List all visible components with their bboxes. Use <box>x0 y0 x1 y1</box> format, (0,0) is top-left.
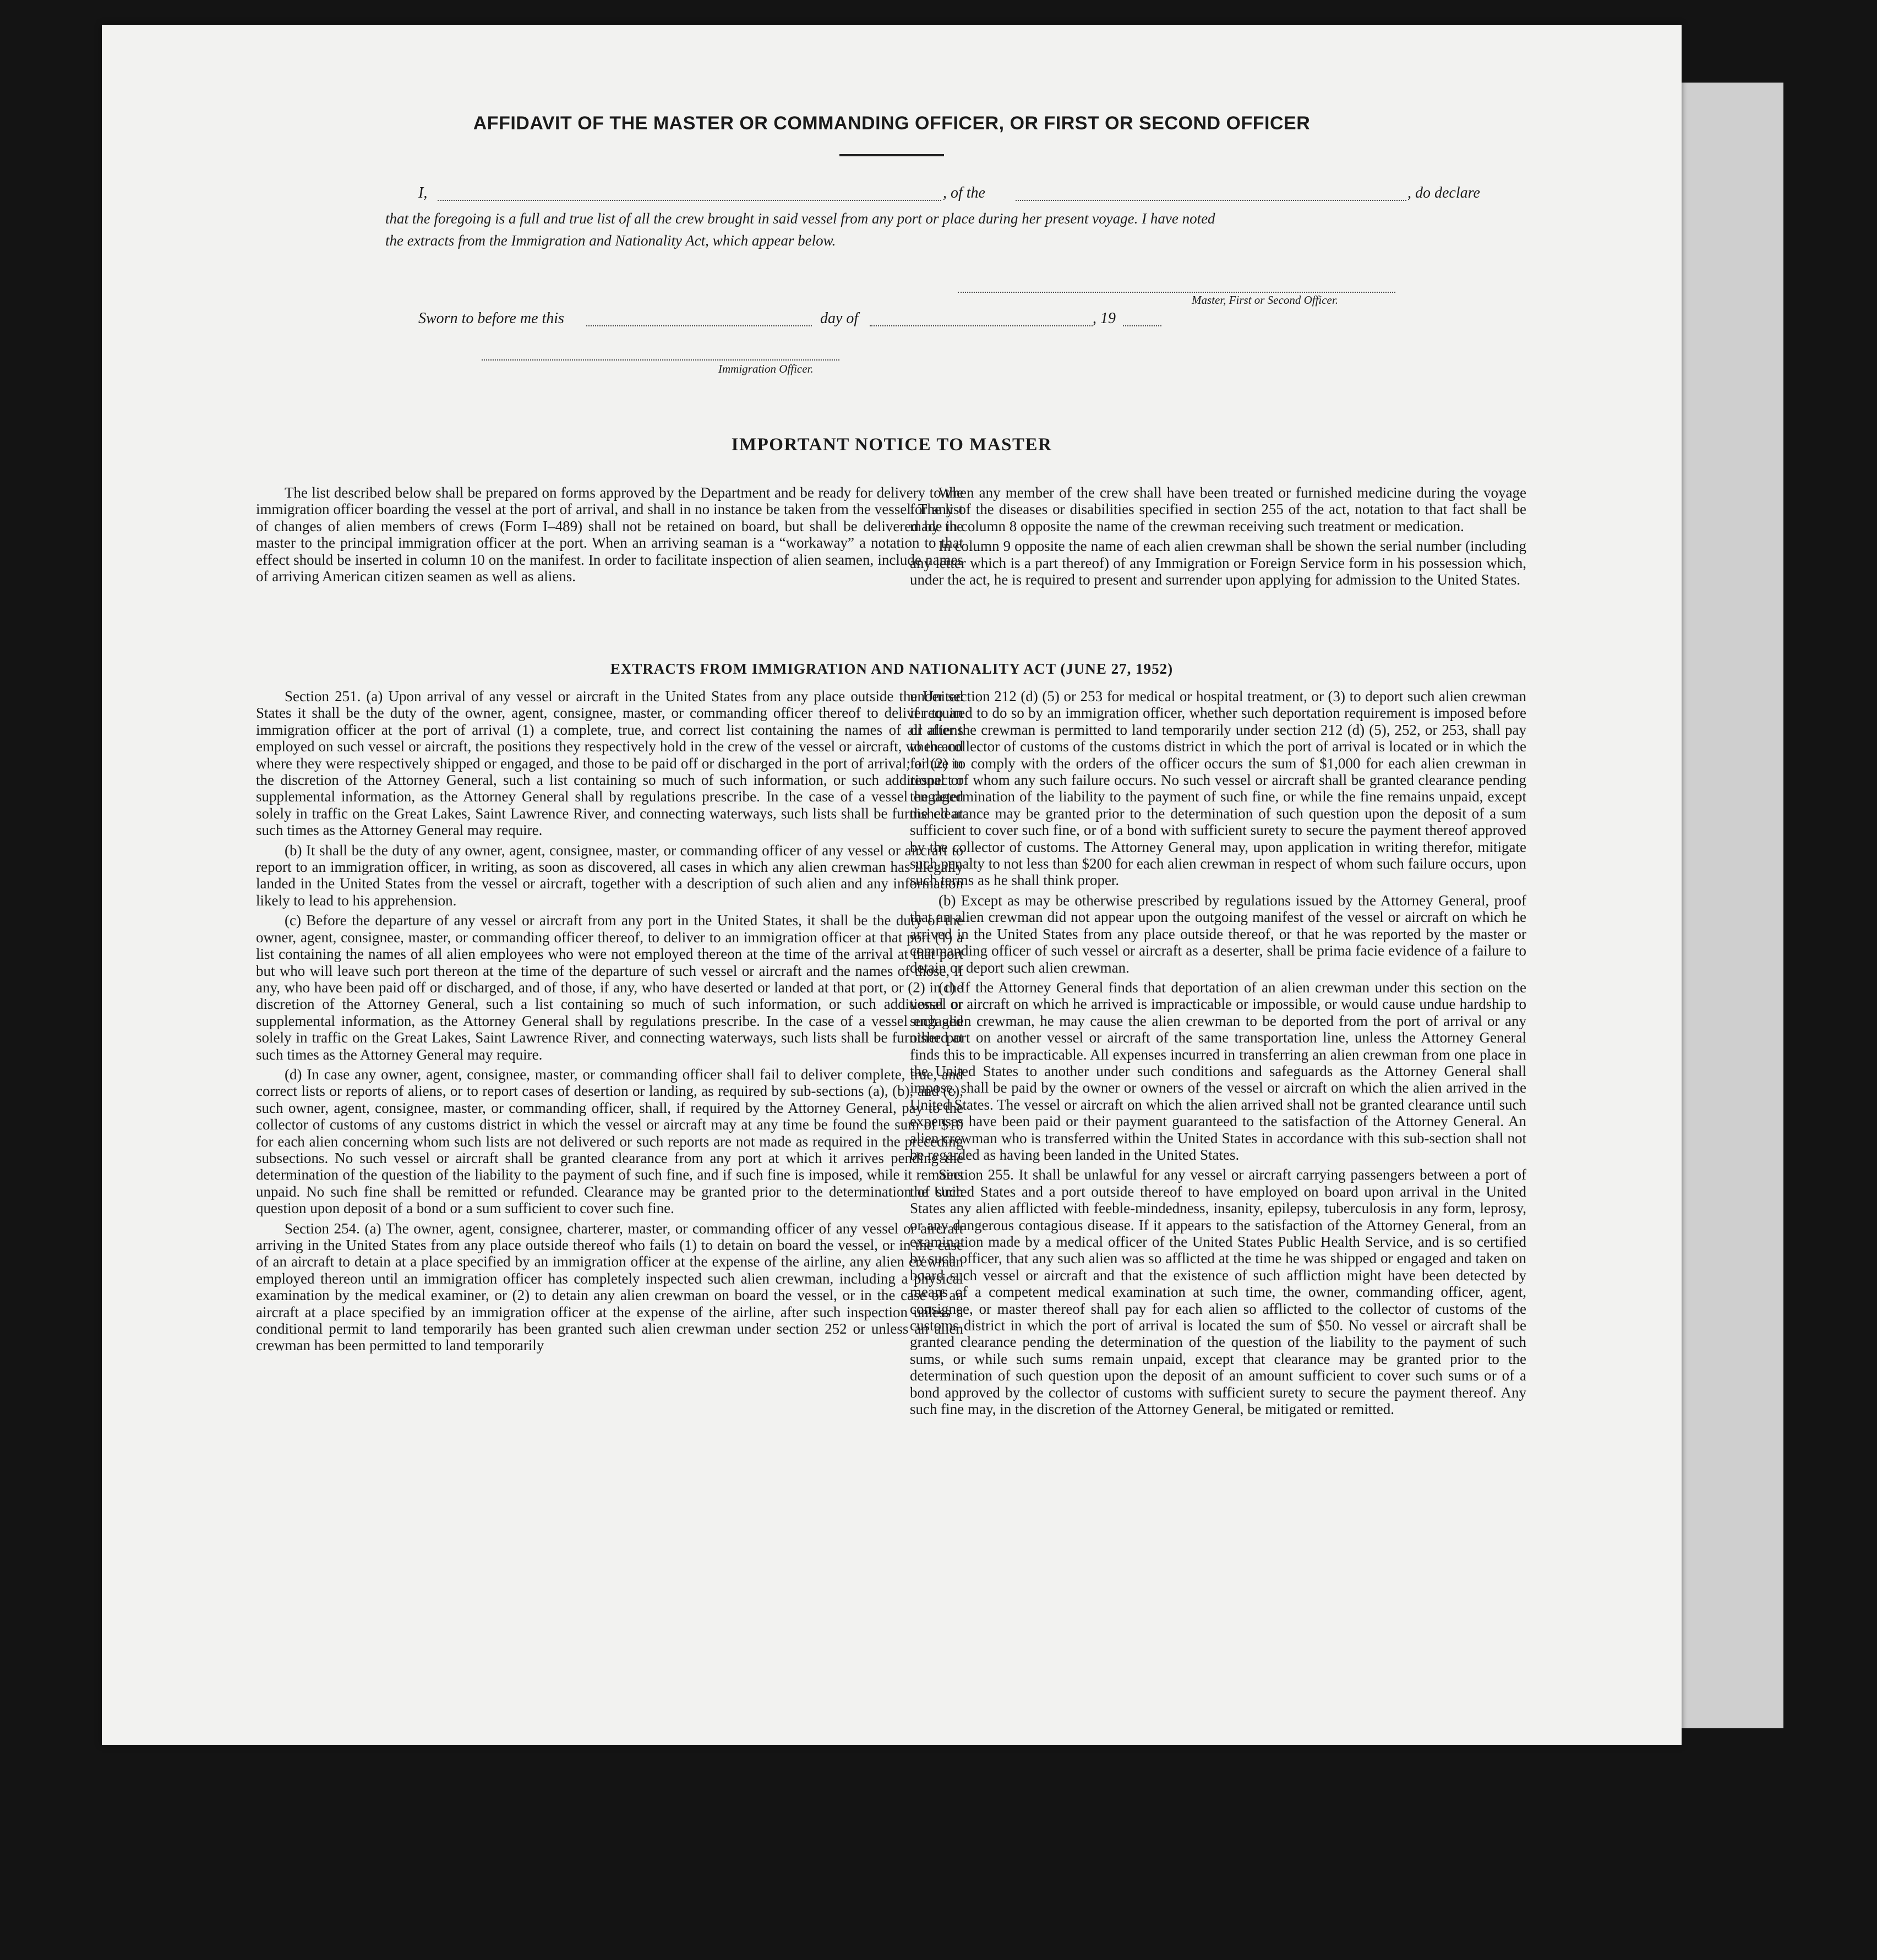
extracts-left-column <box>256 688 963 1357</box>
document-page <box>102 25 1682 1745</box>
notice-left-column <box>256 484 963 588</box>
affidavit-i-label: I, <box>418 184 428 201</box>
extract-paragraph: Section 255. It shall be unlawful for any vessel or aircraft carrying passengers between a port of the United States and a port outside thereof to have employed on board upon arrival in the United States any alien afflicted with feeble-mindedness, insanity, epilepsy, tuberculosis in any form, leprosy, or any dangerous contagious disease. If it appears to the satisfaction of the Attorney General, from an examination made by a medical officer of the United States Public Health Service, and is so certified by such officer, that any such alien was so afflicted at the time he was shipped or engaged and taken on board such vessel or aircraft and that the existence of such affliction might have been detected by means of a competent medical examination at such time, the owner, commanding officer, agent, consignee, or master thereof shall pay for each alien so afflicted to the collector of customs of the customs district in which the port of arrival is located the sum of $50. No vessel or aircraft shall be granted clearance pending the determination of the question of the liability to the payment of such sums, or while such sums remain unpaid, except that clearance may be granted prior to the determination of such question upon the deposit of an amount sufficient to cover such sums or of a bond approved by the collector of customs with sufficient surety to secure the payment thereof. Any such fine may, in the discretion of the Attorney General, be mitigated or remitted. <box>910 1166 1526 1418</box>
extract-paragraph: (b) It shall be the duty of any owner, agent, consignee, master, or commanding officer of any vessel or aircraft to report to an immigration officer, in writing, as soon as discovered, all cases in which any alien crewman has illegally landed in the United States from the vessel or aircraft, together with a description of such alien and any information likely to lead to his apprehension. <box>256 842 963 909</box>
sworn-day-field[interactable] <box>586 325 812 326</box>
affidavit-of-the-label: , of the <box>943 184 985 201</box>
notice-paragraph: When any member of the crew shall have been treated or furnished medicine during the voyage for any of the diseases or disabilities specified in section 255 of the act, notation to that fact shall be made in column 8 opposite the name of the crewman receiving such treatment or medication. <box>910 484 1526 534</box>
notice-paragraph: The list described below shall be prepared on forms approved by the Department and be ready for delivery to the immigration officer boarding the vessel at the port of arrival, and shall in no instance be taken from the vessel. The list of changes of alien members of crews (Form I–489) shall not be retained on board, but shall be delivered by the master to the principal immigration officer at the port. When an arriving seaman is a “workaway” a notation to that effect should be inserted in column 10 on the manifest. In order to facilitate inspection of alien seamen, include names of arriving American citizen seamen as well as aliens. <box>256 484 963 585</box>
year-prefix-label: , 19 <box>1093 310 1116 327</box>
affidavit-do-declare-label: , do declare <box>1407 184 1480 201</box>
officer-signature-label: Immigration Officer. <box>718 362 814 375</box>
extract-paragraph: (d) In case any owner, agent, consignee, master, or commanding officer shall fail to deliver complete, true, and correct lists or reports of aliens, or to report cases of desertion or landing, as required by sub-sections (a), (b), and (c), such owner, agent, consignee, master, or commanding officer, shall, if required by the Attorney General, pay to the collector of customs of any customs district in which the vessel or aircraft may at any time be found the sum of $10 for each alien concerning whom such lists are not delivered or such reports are not made as required in the preceding subsections. No such vessel or aircraft shall be granted clearance from any port at which it arrives pending the determination of the question of the liability to the payment of such fine, and if such fine is imposed, while it remains unpaid. No such fine shall be remitted or refunded. Clearance may be granted prior to the determination of such question upon deposit of a bond or a sum sufficient to cover such fine. <box>256 1066 963 1217</box>
master-signature-label: Master, First or Second Officer. <box>1192 293 1338 307</box>
affidavit-extracts-line: the extracts from the Immigration and Nationality Act, which appear below. <box>385 232 836 249</box>
extract-paragraph: (c) If the Attorney General finds that deportation of an alien crewman under this section on the vessel or aircraft on which he arrived is impracticable or impossible, or would cause undue hardship to such alien crewman, he may cause the alien crewman to be deported from the port of arrival or any other port on another vessel or aircraft of the same transportation line, unless the Attorney General finds this to be impracticable. All expenses incurred in transferring an alien crewman from one place in the United States to another under such conditions and safeguards as the Attorney General shall impose, shall be paid by the owner or owners of the vessel or aircraft on which the alien arrived in the United States. The vessel or aircraft on which the alien arrived shall not be granted clearance until such expenses have been paid or their payment guaranteed to the satisfaction of the Attorney General. An alien crewman who is transferred within the United States in accordance with this sub-section shall not be regarded as having been landed in the United States. <box>910 979 1526 1163</box>
vessel-name-field[interactable] <box>1016 200 1406 201</box>
extracts-title: EXTRACTS FROM IMMIGRATION AND NATIONALITY ACT (JUNE 27, 1952) <box>610 660 1174 677</box>
sworn-month-field[interactable] <box>870 325 1093 326</box>
day-of-label: day of <box>820 310 859 327</box>
extract-paragraph: Section 254. (a) The owner, agent, consignee, charterer, master, or commanding officer of any vessel or aircraft arriving in the United States from any place outside thereof who fails (1) to detain on board the vessel, or in the case of an aircraft to detain at a place specified by an immigration officer at the expense of the airline, any alien crewman employed thereon until an immigration officer has completely inspected such alien crewman, including a physical examination by the medical examiner, or (2) to detain any alien crewman on board the vessel, or in the case of an aircraft at a place specified by an immigration officer at the expense of the airline, after such inspection unless a conditional permit to land temporarily has been granted such alien crewman under section 252 or unless an alien crewman has been permitted to land temporarily <box>256 1220 963 1354</box>
sworn-year-field[interactable] <box>1123 325 1161 326</box>
declarant-name-field[interactable] <box>438 200 941 201</box>
notice-title: IMPORTANT NOTICE TO MASTER <box>731 435 1052 455</box>
sworn-label: Sworn to before me this <box>418 310 564 327</box>
master-signature-line[interactable] <box>958 292 1395 293</box>
extract-paragraph: Section 251. (a) Upon arrival of any vessel or aircraft in the United States from any place outside the United States it shall be the duty of the owner, agent, consignee, master, or commanding officer thereof to deliver to an immigration officer at the port of arrival (1) a complete, true, and correct list containing the names of all aliens employed on such vessel or aircraft, the positions they respectively hold in the crew of the vessel or aircraft, when and where they were respectively shipped or engaged, and those to be paid off or discharged in the port of arrival; or (2) in the discretion of the Attorney General, such a list containing so much of such information, or such additional or supplemental information, as the Attorney General shall by regulations prescribe. In the case of a vessel engaged solely in traffic on the Great Lakes, Saint Lawrence River, and connecting waterways, such lists shall be furnished at such times as the Attorney General may require. <box>256 688 963 839</box>
notice-paragraph: In column 9 opposite the name of each alien crewman shall be shown the serial number (including any letter which is a part thereof) of any Immigration or Foreign Service form in his possession which, under the act, he is required to present and surrender upon applying for admission to the United States. <box>910 538 1526 588</box>
extract-paragraph: under section 212 (d) (5) or 253 for medical or hospital treatment, or (3) to deport such alien crewman if required to do so by an immigration officer, whether such deportation requirement is imposed before or after the crewman is permitted to land temporarily under section 212 (d) (5), 252, or 253, shall pay to the collector of customs of the customs district in which the port of arrival is located or in which the failure to comply with the orders of the officer occurs the sum of $1,000 for each alien crewman in respect of whom any such failure occurs. No such vessel or aircraft shall be granted clearance pending the determination of the liability to the payment of such fine, or while the fine remains unpaid, except the clearance may be granted prior to the determination of such question upon the deposit of a sum sufficient to cover such fine, or of a bond with sufficient surety to secure the payment thereof approved by the collector of customs. The Attorney General may, upon application in writing therefor, mitigate such penalty to not less than $200 for each alien crewman in respect of whom such failure occurs, upon such terms as he shall think proper. <box>910 688 1526 889</box>
officer-signature-line[interactable] <box>482 359 839 361</box>
notice-right-column <box>910 484 1526 591</box>
extract-paragraph: (b) Except as may be otherwise prescribed by regulations issued by the Attorney General, proof that an alien crewman did not appear upon the outgoing manifest of the vessel or aircraft on which he arrived in the United States from any place outside thereof, or that he was reported by the master or commanding officer of such vessel or aircraft as a deserter, shall be prima facie evidence of a failure to detain or deport such alien crewman. <box>910 892 1526 976</box>
extracts-right-column <box>910 688 1526 1421</box>
extract-paragraph: (c) Before the departure of any vessel or aircraft from any port in the United States, it shall be the duty of the owner, agent, consignee, master, or commanding officer thereof, to deliver to an immigration officer at that port (1) a list containing the names of all alien employees who were not employed thereon at the time of the arrival at that port but who will leave such port thereon at the time of the departure of such vessel or aircraft and the names of those, if any, who have been paid off or discharged, and of those, if any, who have deserted or landed at that port, or (2) in the discretion of the Attorney General, such a list containing so much of such information, or such additional or supplemental information, as the Attorney General shall by regulations prescribe. In the case of a vessel engaged solely in traffic on the Great Lakes, Saint Lawrence River, and connecting waterways, such lists shall be furnished at such times as the Attorney General may require. <box>256 912 963 1063</box>
affidavit-title: AFFIDAVIT OF THE MASTER OR COMMANDING OFFICER, OR FIRST OR SECOND OFFICER <box>473 113 1311 134</box>
title-rule <box>839 154 944 156</box>
affidavit-statement-line: that the foregoing is a full and true list of all the crew brought in said vessel from any port or place during her present voyage. I have noted <box>385 210 1215 227</box>
